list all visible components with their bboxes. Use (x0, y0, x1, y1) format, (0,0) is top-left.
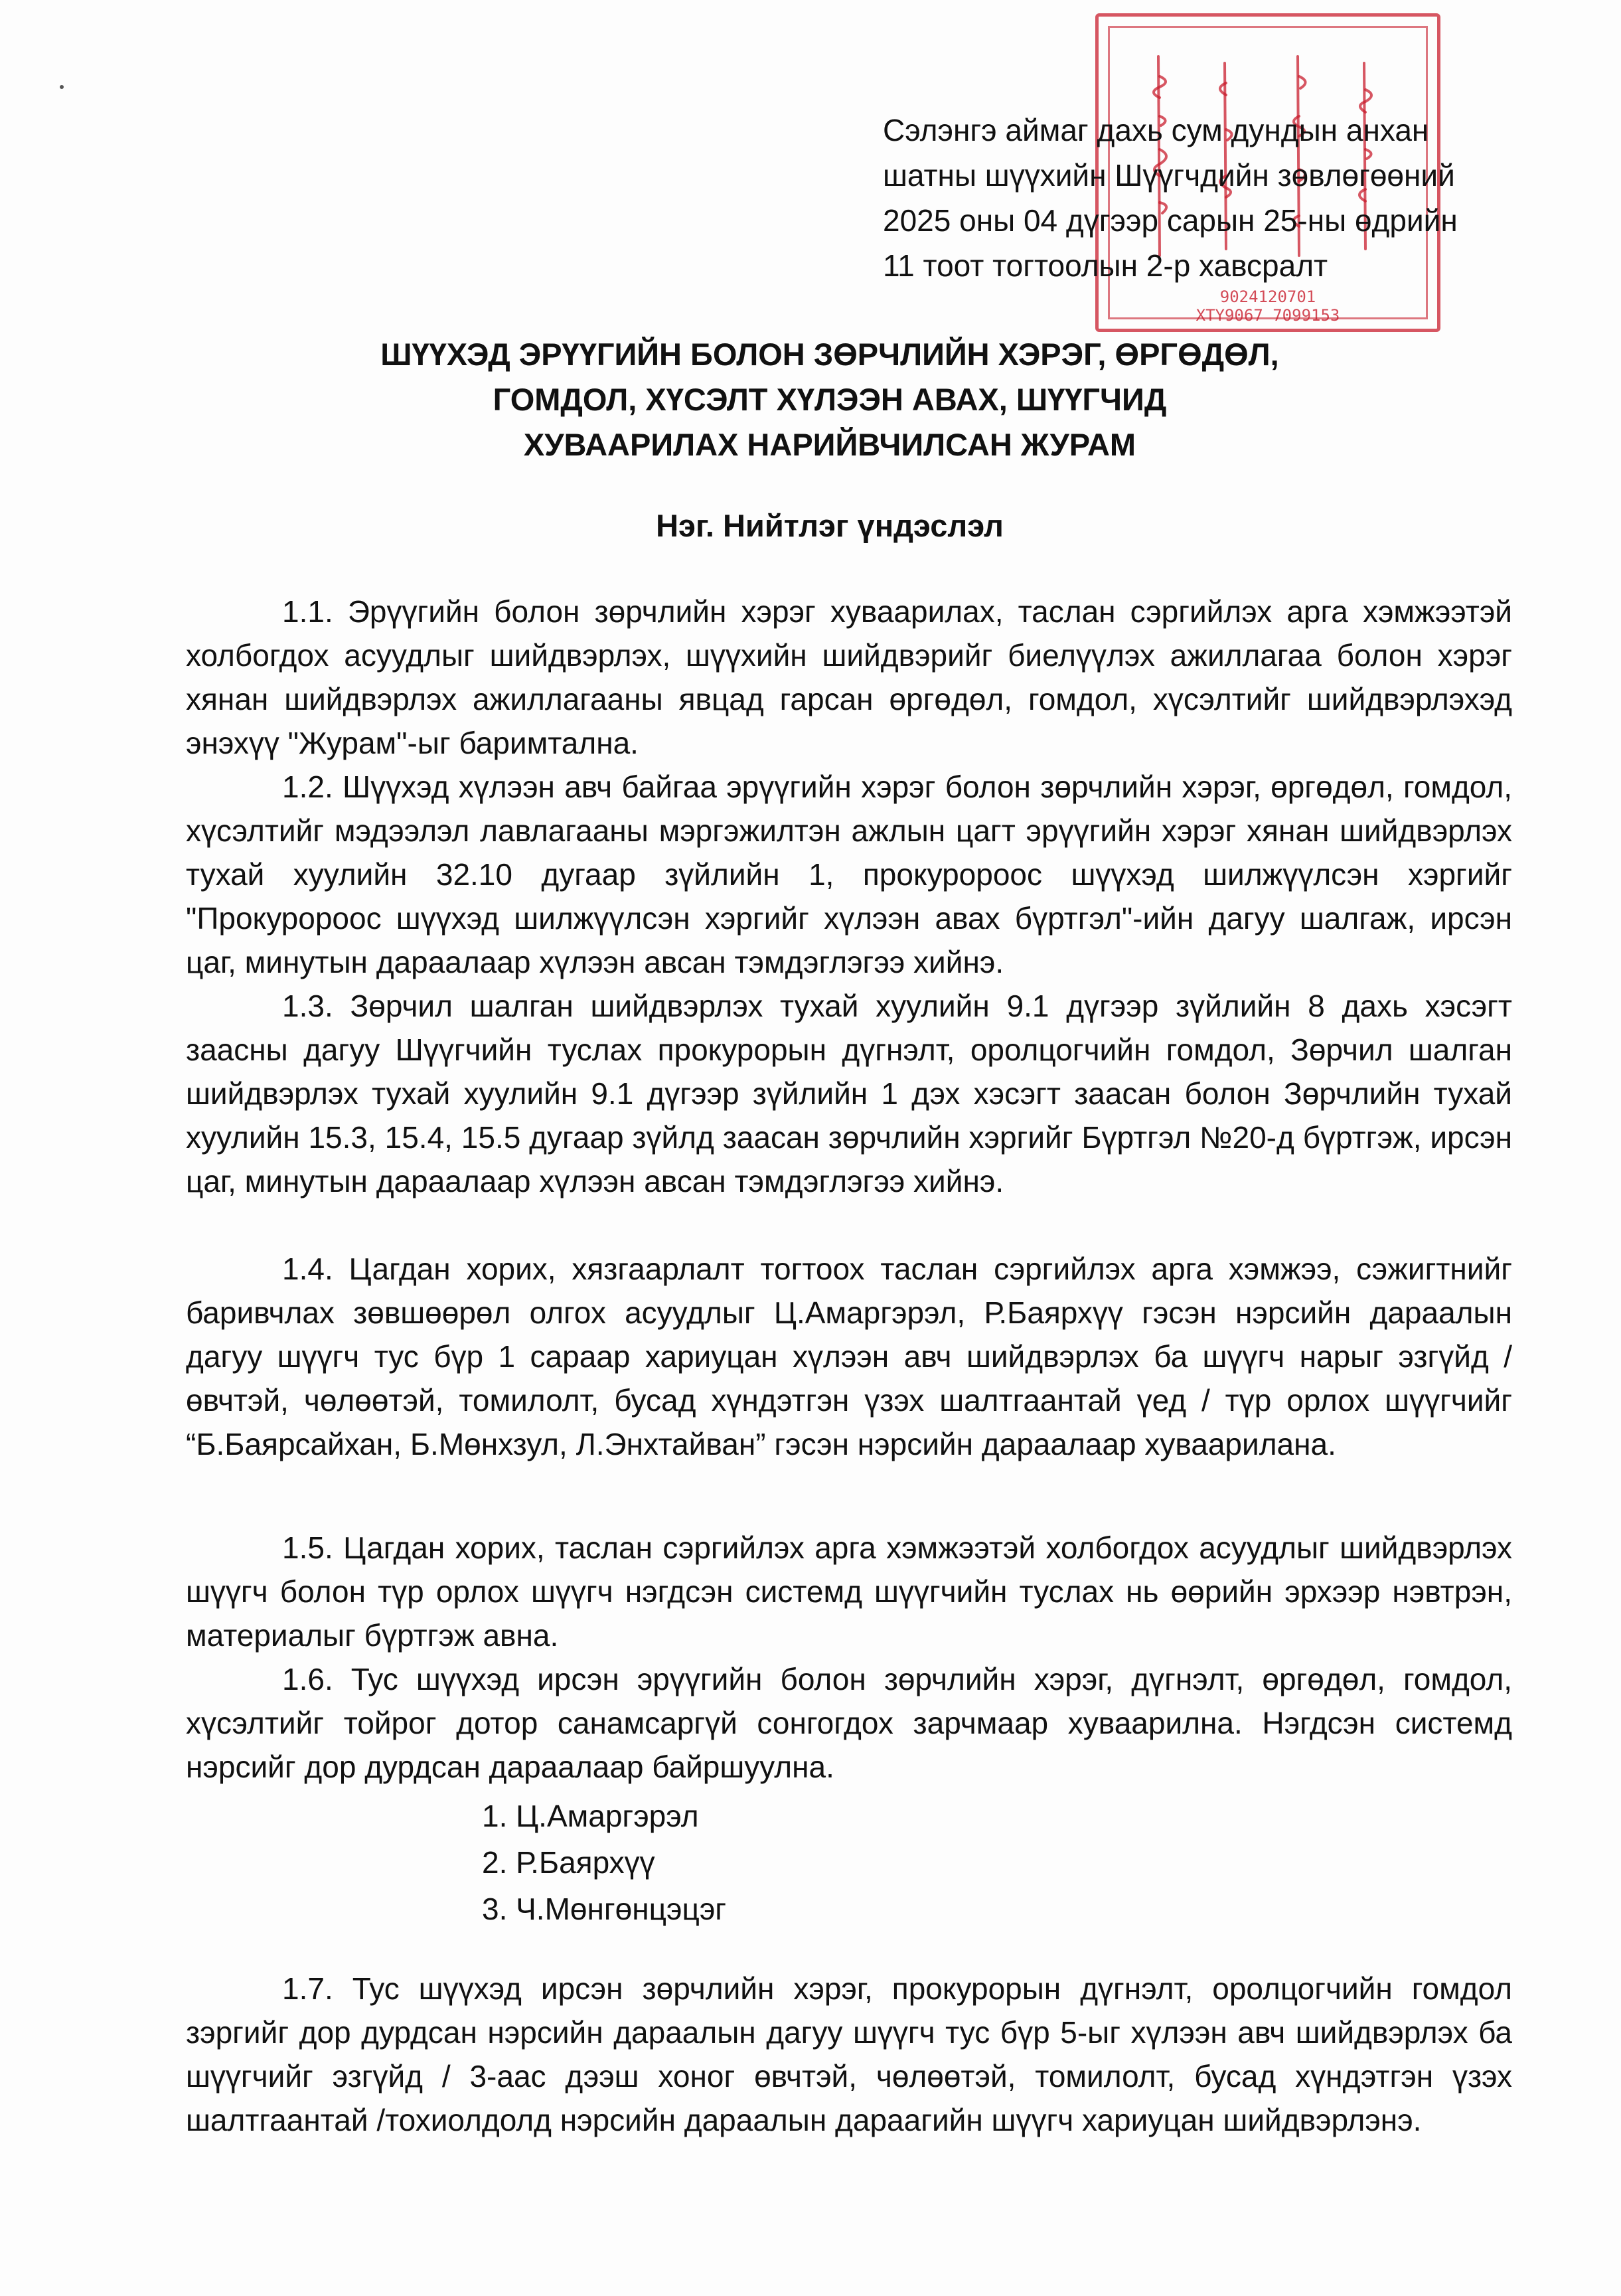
stamp-code-1: 9024120701 (1219, 287, 1316, 306)
scan-speck (60, 85, 64, 89)
header-line-1: Сэлэнгэ аймаг дахь сум дундын анхан (883, 113, 1429, 147)
header-line-2: шатны шүүхийн Шүүгчдийн зөвлөгөөний (883, 158, 1455, 193)
title-line-1: ШҮҮХЭД ЭРҮҮГИЙН БОЛОН ЗӨРЧЛИЙН ХЭРЭГ, ӨРГӨДӨЛ, (380, 337, 1279, 372)
paragraph-1-6: 1.6. Тус шүүхэд ирсэн эрүүгийн болон зөрчлийн хэрэг, дүгнэлт, өргөдөл, гомдол, хүсэлтийг тойрог дотор санамсаргүй сонгогдох зарчмаар хуваарилна. Нэгдсэн системд нэрсийг дор дурдсан дараалаар байршуулна. (186, 1662, 1512, 1784)
header-line-4: 11 тоот тогтоолын 2-р хавсралт (883, 248, 1328, 283)
appendix-header-note (883, 108, 1580, 288)
list-item: 3. Ч.Мөнгөнцэцэг (482, 1892, 727, 1926)
list-item: 2. Р.Баярхүү (482, 1845, 655, 1880)
paragraph-1-7: 1.7. Тус шүүхэд ирсэн зөрчлийн хэрэг, прокурорын дүгнэлт, оролцогчийн гомдол зэргийг дор дурдсан нэрсийн дараалын дагуу шүүгч тус бүр 5-ыг хүлээн авч шийдвэрлэх ба шүүгчийг эзгүйд / 3-аас дээш хоног өвчтэй, чөлөөтэй, томилолт, бусад хүндэтгэн үзэх шалтгаантай /тохиолдолд нэрсийн дараалын дараагийн шүүгч хариуцан шийдвэрлэнэ. (186, 1971, 1512, 2137)
paragraph-1-4: 1.4. Цагдан хорих, хязгаарлалт тогтоох таслан сэргийлэх арга хэмжээ, сэжигтнийг баривчлах зөвшөөрөл олгох асуудлыг Ц.Амаргэрэл, Р.Баярхүү гэсэн нэрсийн дараалын дагуу шүүгч тус бүр 1 сараар хариуцан хүлээн авч шийдвэрлэх ба шүүгч нарыг эзгүйд / өвчтэй, чөлөөтэй, томилолт, бусад хүндэтгэн үзэх шалтгаантай үед / түр орлох шүүгчийг “Б.Баярсайхан, Б.Мөнхзул, Л.Энхтайван” гэсэн нэрсийн дараалаар хуваарилана. (186, 1252, 1512, 1461)
judge-list (482, 1793, 726, 1932)
paragraph-1-3: 1.3. Зөрчил шалган шийдвэрлэх тухай хуулийн 9.1 дүгээр зүйлийн 8 дахь хэсэгт заасны дагуу Шүүгчийн туслах прокурорын дүгнэлт, оролцогчийн гомдол, Зөрчил шалган шийдвэрлэх тухай хуулийн 9.1 дүгээр зүйлийн 1 дэх хэсэгт заасан болон Зөрчлийн тухай хуулийн 15.3, 15.4, 15.5 дугаар зүйлд заасан зөрчлийн хэргийг Бүртгэл №20-д бүртгэж, ирсэн цаг, минутын дараалаар хүлээн авсан тэмдэглэгээ хийнэ. (186, 989, 1512, 1198)
paragraph-1-5: 1.5. Цагдан хорих, таслан сэргийлэх арга хэмжээтэй холбогдох асуудлыг шийдвэрлэх шүүгч болон түр орлох шүүгч нэгдсэн системд шүүгчийн туслах нь өөрийн эрхээр нэвтрэн, материалыг бүртгэж авна. (186, 1530, 1512, 1653)
section-heading: Нэг. Нийтлэг үндэслэл (656, 508, 1004, 543)
paragraph-1-1: 1.1. Эрүүгийн болон зөрчлийн хэрэг хуваарилах, таслан сэргийлэх арга хэмжээтэй холбогдох асуудлыг шийдвэрлэх, шүүхийн шийдвэрийг биелүүлэх ажиллагаа болон хэрэг хянан шийдвэрлэх ажиллагааны явцад гарсан өргөдөл, гомдол, хүсэлтийг шийдвэрлэхэд энэхүү "Журам"-ыг баримтална. (186, 594, 1512, 760)
title-line-2: ГОМДОЛ, ХҮСЭЛТ ХҮЛЭЭН АВАХ, ШҮҮГЧИД (493, 382, 1167, 417)
header-line-3: 2025 оны 04 дүгээр сарын 25-ны өдрийн (883, 203, 1458, 238)
title-line-3: ХУВААРИЛАХ НАРИЙВЧИЛСАН ЖУРАМ (523, 427, 1136, 462)
list-item: 1. Ц.Амаргэрэл (482, 1799, 699, 1833)
paragraph-1-2: 1.2. Шүүхэд хүлээн авч байгаа эрүүгийн хэрэг болон зөрчлийн хэрэг, өргөдөл, гомдол, хүсэлтийг мэдээлэл лавлагааны мэргэжилтэн ажлын цагт эрүүгийн хэрэг хянан шийдвэрлэх тухай хуулийн 32.10 дугаар зүйлийн 1, прокуророос шүүхэд шилжүүлсэн хэргийг "Прокуророос шүүхэд шилжүүлсэн хэргийг хүлээн авах бүртгэл"-ийн дагуу шалгаж, ирсэн цаг, минутын дараалаар хүлээн авсан тэмдэглэгээ хийнэ. (186, 770, 1512, 979)
stamp-code-2: ХТҮ9067 7099153 (1196, 306, 1340, 325)
document-title (199, 332, 1460, 467)
